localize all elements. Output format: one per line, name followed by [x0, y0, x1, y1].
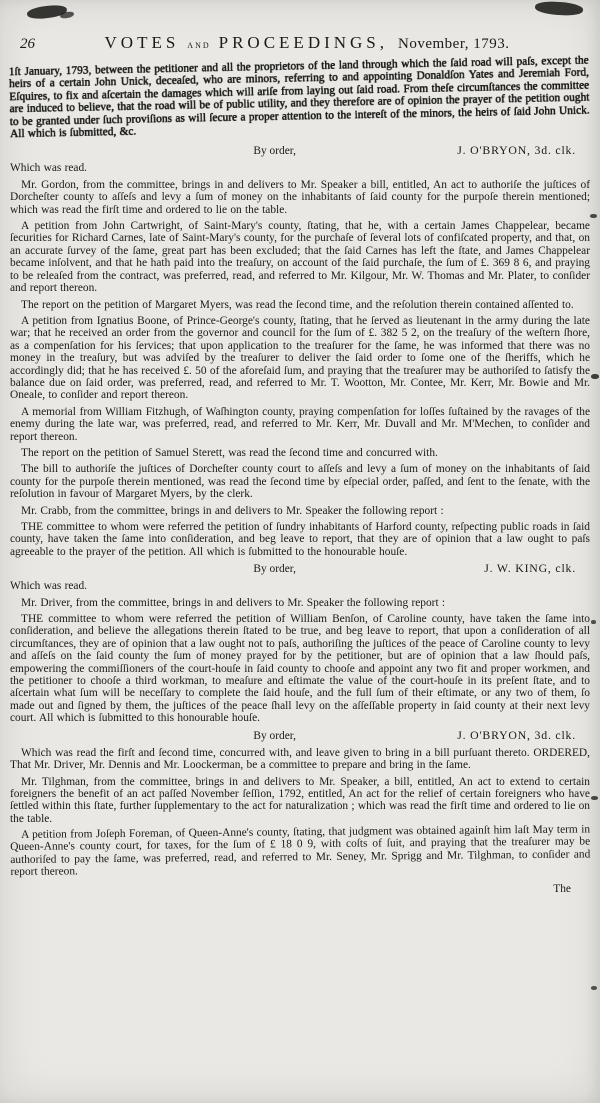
scan-artifact	[591, 620, 596, 624]
scan-artifact	[591, 796, 598, 800]
title-proceedings: PROCEEDINGS,	[218, 33, 389, 52]
catchword: The	[553, 882, 571, 895]
paragraph-driver-report-intro: Mr. Driver, from the committee, brings in and delivers to Mr. Speaker the following report :	[21, 596, 446, 609]
by-order-label: By order,	[253, 563, 296, 576]
paragraph-gordon-bill: Mr. Gordon, from the committee, brings in and delivers to Mr. Speaker a bill, entitled, An act to authoriſe the juſtices of Dorcheſter county to aſſeſs and levy a ſum of money on the inhabitants of ſaid county for the purpoſe therein mentioned; which was read the firſt time and ordered to lie on the table.	[10, 178, 590, 216]
title-votes: VOTES	[104, 33, 180, 52]
signature-line	[10, 729, 590, 743]
clerk-signature: J. W. KING, clk.	[484, 561, 576, 576]
clerk-signature: J. O'BRYON, 3d. clk.	[457, 727, 576, 742]
paragraph-which-was-read: Which was read.	[10, 580, 88, 593]
paragraph-fitzhugh-memorial: A memorial from William Fitzhugh, of Waſhington county, praying compenſation for loſſes ſuſtained by the ravages of the enemy during the late war, was preferred, read, and referred to Mr. Kerr, Mr. Duvall and Mr. M'Mechen, to conſider and report thereon.	[10, 405, 590, 443]
clerk-signature: J. O'BRYON, 3d. clk.	[457, 143, 576, 158]
paragraph-road-report: 1ſt January, 1793, between the petitioner and all the proprietors of the land through which the ſaid road will paſs, except the heirs of a certain John Unick, deceaſed, who are minors, referring to and appointing Donaldſon Yates and Jeremiah Ford, Eſquires, to fix and aſcertain the damages which will ariſe from laying out ſaid road. From theſe circumſtances the committee are induced to believe, that the road will be of public utility, and they therefore are of opinion the prayer of the petition ought to be granted under ſuch proviſions as will ſecure a proper attention to the intereſt of the minors, the heirs of ſaid John Unick. All which is ſubmitted, &c.	[8, 54, 590, 141]
signature-line	[10, 144, 590, 158]
scan-artifact	[591, 986, 597, 990]
paragraph-cartwright-petition: A petition from John Cartwright, of Saint-Mary's county, ſtating, that he, with a certain James Chappelear, became ſecurities for Richard Carnes, late of Saint-Mary's county, for the purchaſe of ſeveral lots of confiſcated property, and that, on an accurate ſurvey of the ſame, great part has been excluded; that the ſaid Carnes has left the ſtate, and James Chappelear became inſolvent, and that he hath paid into the treaſury, on account of the ſaid purchaſe, the ſum of £. 369 8 6, and praying to be releaſed from the contract, was preferred, read, and referred to Mr. Kilgour, Mr. W. Thomas and Mr. Plater, to conſider and report thereon.	[10, 220, 590, 295]
paragraph-ordered-committee: Which was read the firſt and ſecond time, concurred with, and leave given to bring in a bill purſuant thereto. ORDERED, That Mr. Driver, Mr. Dennis and Mr. Loockerman, be a committee to prepare and bring in the ſame.	[10, 746, 590, 772]
title-date: November, 1793.	[398, 36, 510, 52]
paragraph-which-was-read: Which was read.	[10, 162, 88, 175]
scan-artifact	[535, 0, 584, 16]
page-header	[10, 33, 590, 57]
by-order-label: By order,	[253, 145, 296, 158]
by-order-label: By order,	[253, 729, 296, 742]
scan-artifact	[591, 374, 599, 379]
paragraph-tilghman-bill: Mr. Tilghman, from the committee, brings in and delivers to Mr. Speaker, a bill, entitled, An act to extend to certain foreigners the benefit of an act paſſed November ſeſſion, 1792, entitled, An act for the relief of certain foreigners who have ſettled within this ſtate, further ſupplementary to the act for naturalization ; which was read the firſt time and ordered to lie on the table.	[10, 775, 590, 825]
signature-line	[10, 562, 590, 576]
page-title	[10, 33, 590, 53]
paragraph-sterett-report: The report on the petition of Samuel Sterett, was read the ſecond time and concurred with.	[21, 446, 438, 459]
page-number: 26	[20, 36, 35, 52]
paragraph-myers-report: The report on the petition of Margaret Myers, was read the ſecond time, and the reſolution therein contained aſſented to.	[21, 298, 574, 311]
title-and: and	[187, 37, 211, 51]
scan-artifact	[590, 214, 597, 218]
paragraph-foreman-petition: A petition from Joſeph Foreman, of Queen-Anne's county, ſtating, that judgment was obtained againſt him laſt May term in Queen-Anne's county court, for taxes, for the ſum of £ 18 0 9, with coſts of ſuit, and praying that the treaſurer may be authoriſed to pay the ſame, was preferred, read, and referred to Mr. Seney, Mr. Sprigg and Mr. Tilghman, to conſider and report thereon.	[10, 823, 591, 879]
scan-artifact	[60, 11, 75, 19]
paragraph-dorchester-bill: The bill to authoriſe the juſtices of Dorcheſter county court to aſſeſs and levy a ſum of money on the inhabitants of ſaid county for the purpoſe therein mentioned, was read the ſecond time by eſpecial order, paſſed, and ſent to the ſenate, with the reſolution in favour of Margaret Myers, by the clerk.	[10, 463, 590, 501]
paragraph-boone-petition: A petition from Ignatius Boone, of Prince-George's county, ſtating, that he ſerved as lieutenant in the army during the late war; that he received an order from the governor and council for the ſum of £. 382 5 2, on the treaſury of the weſtern ſhore, as a compenſation for his ſervices; that upon application to the treaſurer for the ſame, he was informed that there was no money in the treaſury, but was adviſed by the treaſurer to deliver the ſaid order to ſome one of the ſheriffs, which he accordingly did; that he has received £. 50 of the aforeſaid ſum, and praying that the treaſurer may be authoriſed to ſatisfy the balance due on ſaid order, was preferred, read, and referred to Mr. T. Wootton, Mr. Contee, Mr. Kerr, Mr. Bowie and Mr. Oneale, to conſider and report thereon.	[10, 314, 590, 402]
paragraph-crabb-report-intro: Mr. Crabb, from the committee, brings in and delivers to Mr. Speaker the following report :	[21, 504, 444, 517]
paragraph-benson-report: THE committee to whom were referred the petition of William Benſon, of Caroline county, have taken the ſame into conſideration, and believe the allegations therein ſtated to be true, and beg leave to report, that upon a conſideration of all circumſtances, they are of opinion that a law ought not to paſs, authoriſing the juſtices of the peace of Caroline county to levy and aſſeſs on the ſaid county the ſum of money prayed for by the petitioner, but are of opinion that a law ſhould paſs, empowering the commiſſioners of the court-houſe in ſaid county to chooſe and appoint any two fit and proper workmen, and the petitioner to chooſe a third workman, to meaſure and eſtimate the value of the court-houſe in its preſent ſtate, and to aſcertain what ſum will be neceſſary to complete the ſaid houſe, and the full ſum of their eſtimate, or any two of them, ſo made out and ſigned by them, the juſtices of the peace ſhall levy on the aſſeſſable property in ſaid county at their next levy court. All which is ſubmitted to this honourable houſe.	[10, 613, 590, 725]
paragraph-harford-report: THE committee to whom were referred the petition of ſundry inhabitants of Harford county, reſpecting public roads in ſaid county, have taken the ſame into conſideration, and beg leave to report, that they are of opinion that a law ought to paſs agreeable to the prayer of the petition. All which is ſubmitted to the honourable houſe.	[10, 521, 590, 558]
page-body	[8, 54, 591, 895]
